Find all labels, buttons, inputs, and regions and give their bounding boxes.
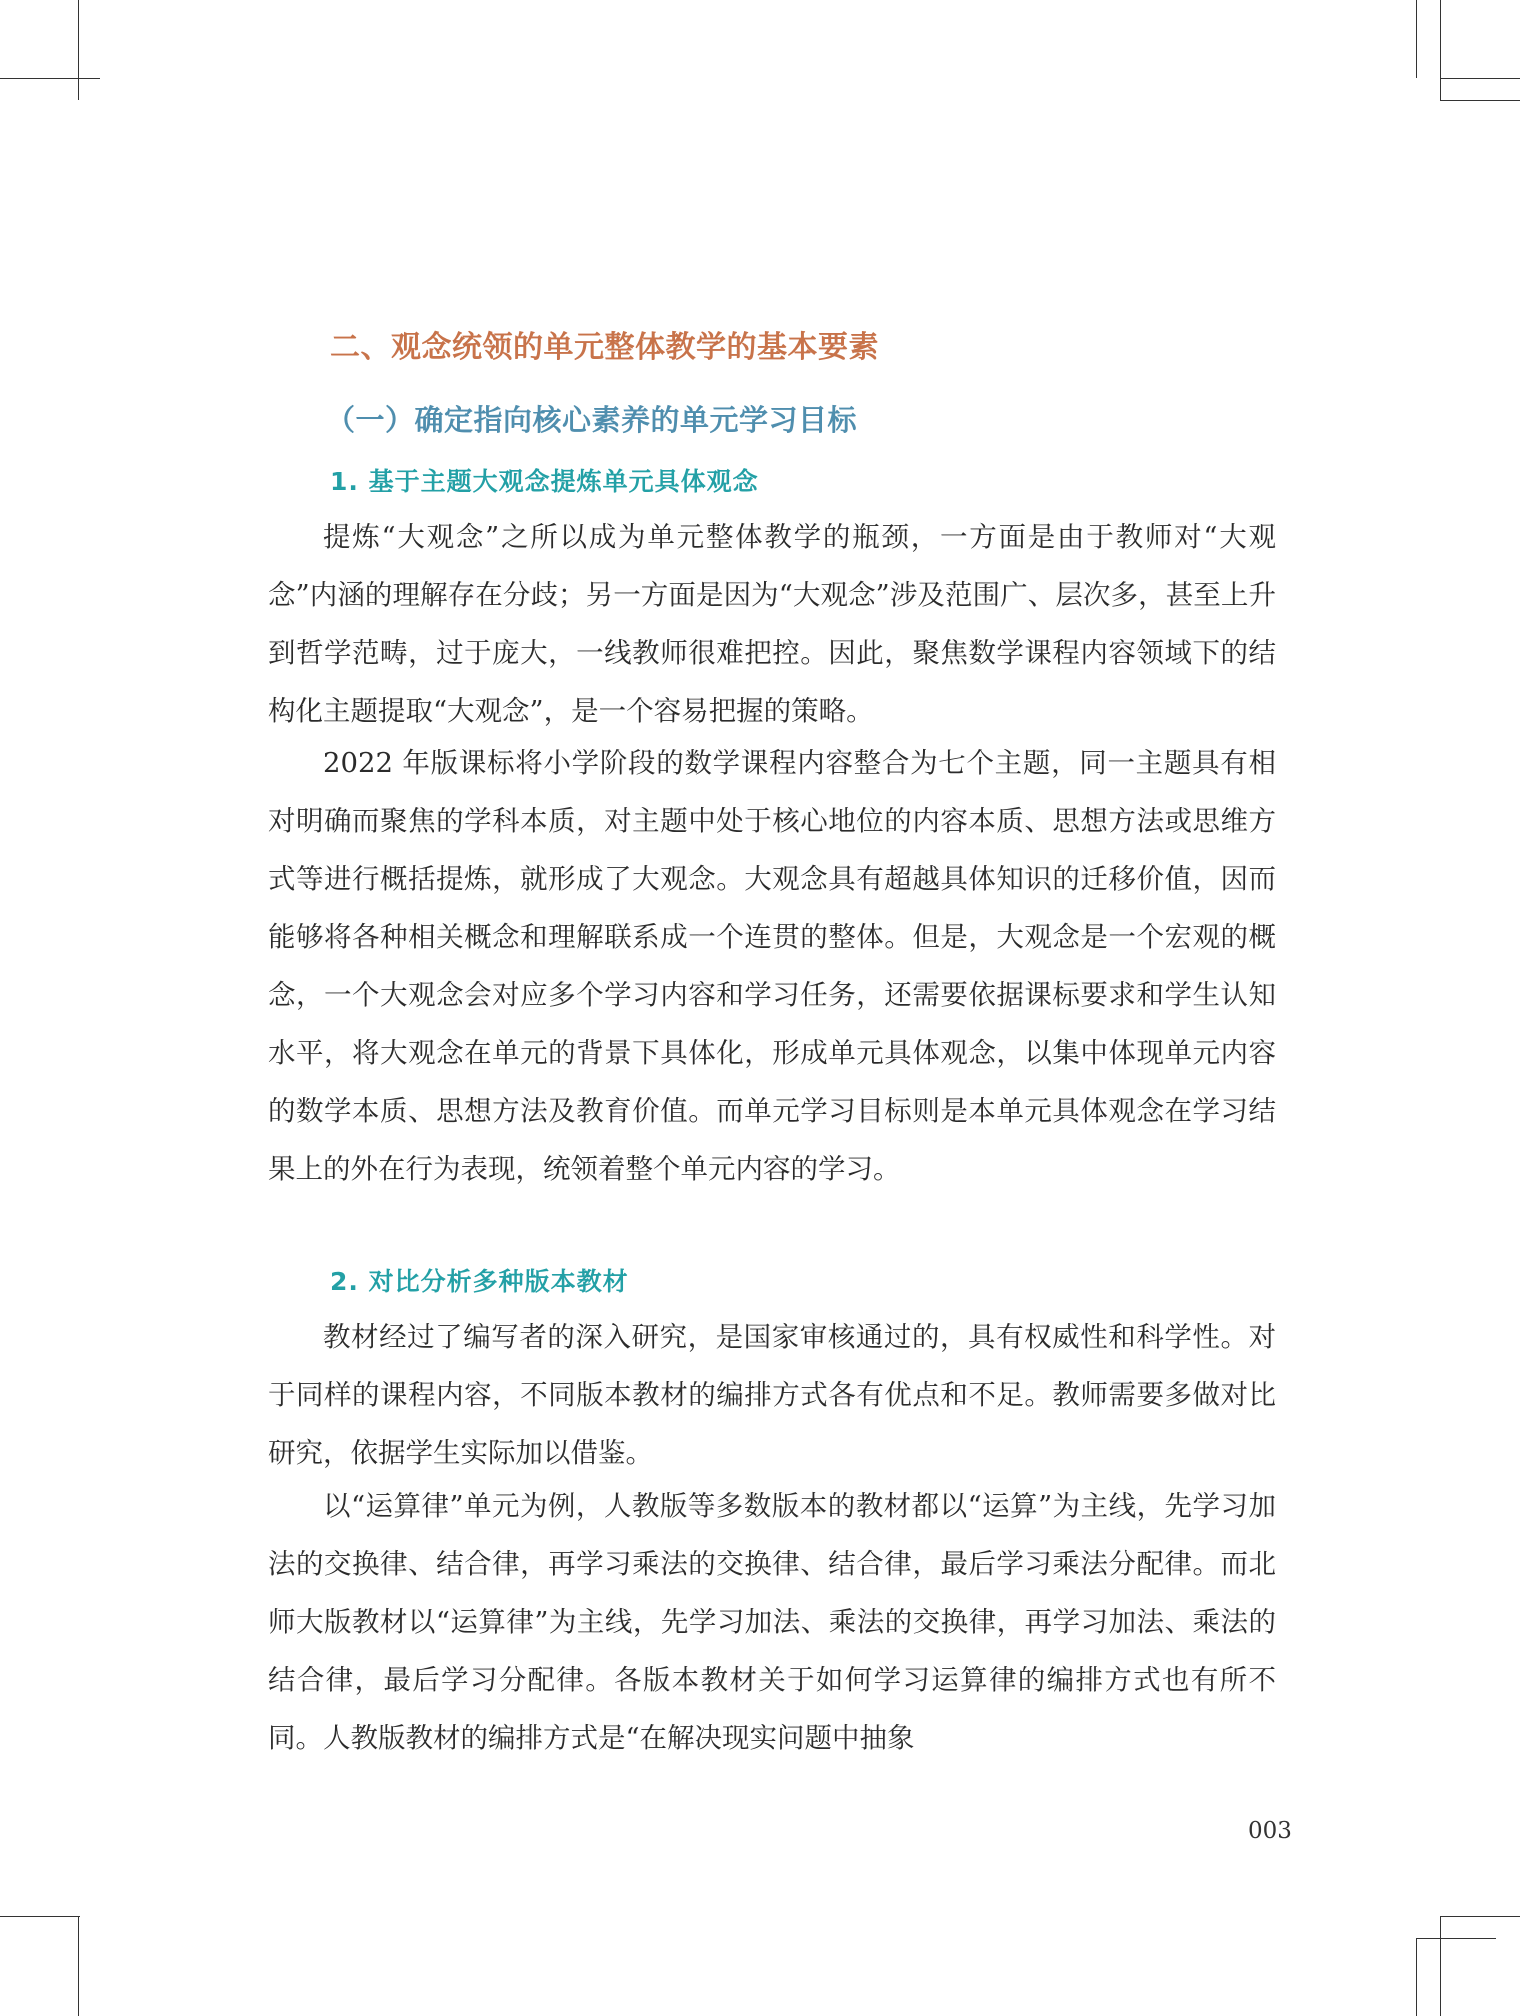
subsection-heading: （一）确定指向核心素养的单元学习目标 <box>326 403 858 437</box>
paragraph-4: 以“运算律”单元为例，人教版等多数版本的教材都以“运算”为主线，先学习加法的交换律、结合律，再学习乘法的交换律、结合律，最后学习乘法分配律。而北师大版教材以“运算律”为主线，先学习加法、乘法的交换律，再学习加法、乘法的结合律，最后学习分配律。各版本教材关于如何学习运算律的编排方式也有所不同。人教版教材的编排方式是“在解决现实问题中抽象 <box>268 1490 1276 1754</box>
crop-mark-bottom-left-vertical <box>78 1916 79 2016</box>
crop-mark-top-right-horizontal <box>1440 78 1520 79</box>
crop-mark-top-right-horizontal-inner <box>1440 100 1520 101</box>
crop-mark-top-right-vertical-inner <box>1440 0 1441 100</box>
point-heading-1: 1. 基于主题大观念提炼单元具体观念 <box>330 467 759 496</box>
crop-mark-bottom-right-vertical-inner <box>1440 1916 1441 2016</box>
paragraph-3: 教材经过了编写者的深入研究，是国家审核通过的，具有权威性和科学性。对于同样的课程内容，不同版本教材的编排方式各有优点和不足。教师需要多做对比研究，依据学生实际加以借鉴。 <box>268 1321 1276 1469</box>
section-heading: 二、观念统领的单元整体教学的基本要素 <box>330 330 879 365</box>
page-number: 003 <box>1248 1818 1292 1844</box>
crop-mark-bottom-right-horizontal <box>1440 1916 1520 1917</box>
crop-mark-bottom-left-horizontal <box>0 1916 80 1917</box>
paragraph-2: 2022 年版课标将小学阶段的数学课程内容整合为七个主题，同一主题具有相对明确而聚焦的学科本质，对主题中处于核心地位的内容本质、思想方法或思维方式等进行概括提炼，就形成了大观念。大观念具有超越具体知识的迁移价值，因而能够将各种相关概念和理解联系成一个连贯的整体。但是，大观念是一个宏观的概念，一个大观念会对应多个学习内容和学习任务，还需要依据课标要求和学生认知水平，将大观念在单元的背景下具体化，形成单元具体观念，以集中体现单元内容的数学本质、思想方法及教育价值。而单元学习目标则是本单元具体观念在学习结果上的外在行为表现，统领着整个单元内容的学习。 <box>268 747 1276 1185</box>
crop-mark-top-right-vertical <box>1416 0 1417 78</box>
crop-mark-top-left-vertical <box>78 0 79 100</box>
paragraph-1: 提炼“大观念”之所以成为单元整体教学的瓶颈，一方面是由于教师对“大观念”内涵的理解存在分歧；另一方面是因为“大观念”涉及范围广、层次多，甚至上升到哲学范畴，过于庞大，一线教师很难把控。因此，聚焦数学课程内容领域下的结构化主题提取“大观念”，是一个容易把握的策略。 <box>268 521 1276 727</box>
crop-mark-bottom-right-vertical <box>1416 1938 1417 2016</box>
crop-mark-bottom-right-horizontal-inner <box>1416 1938 1496 1939</box>
crop-mark-top-left-horizontal <box>0 78 100 79</box>
point-heading-2: 2. 对比分析多种版本教材 <box>330 1267 629 1296</box>
